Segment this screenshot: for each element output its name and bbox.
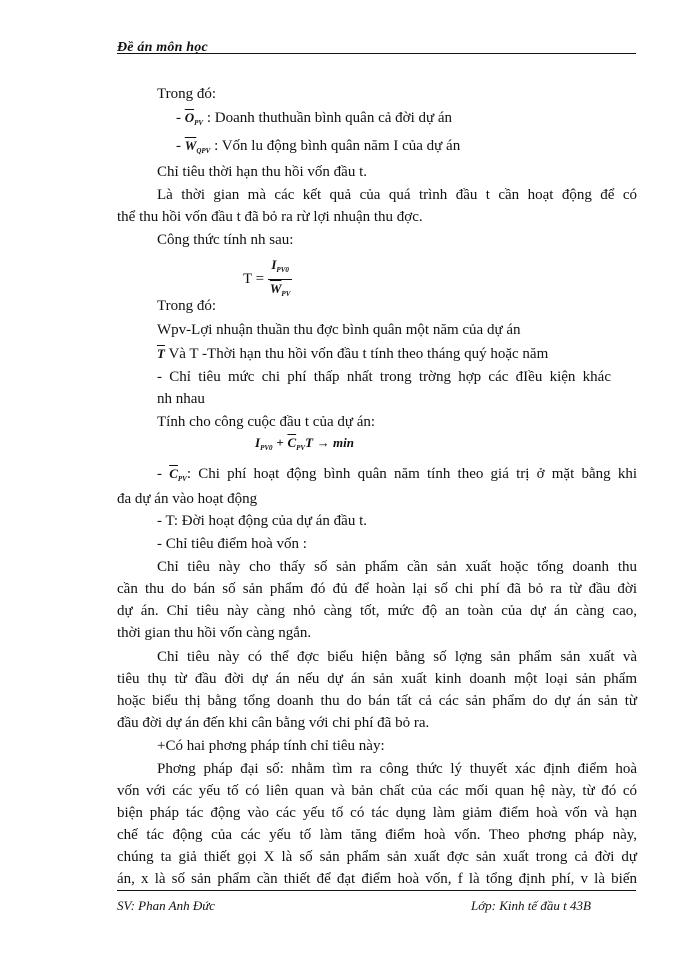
- paragraph-line: án, x là số sản phẩm cần thiết để đạt điểm hoà vốn, f là tổng định phí, v là biến: [117, 871, 637, 887]
- paragraph-line: Phơng pháp đại số: nhằm tìm ra công thức lý thuyết xác định điểm hoà: [157, 761, 637, 777]
- text-line: thể thu hồi vốn đầu t đã bỏ ra rừ lợi nhuận thu đợc.: [117, 209, 423, 225]
- text-line: nh nhau: [157, 391, 205, 407]
- paragraph-line: tiêu thụ từ đầu đời dự án nếu dự án sản xuất kinh doanh một loại sản phẩm: [117, 671, 637, 687]
- text-line: Trong đó:: [157, 86, 217, 102]
- pv-subscript: PV: [194, 119, 204, 127]
- definition-text: : Doanh thuthuần bình quân cả đời dự án: [206, 110, 453, 126]
- paragraph-line: biện pháp tác động vào các yếu tố có tác dụng làm giảm điểm hoà vốn và hạn: [117, 805, 637, 821]
- qpv-subscript: QPV: [196, 147, 211, 155]
- text-line: Tính cho công cuộc đầu t của dự án:: [157, 414, 376, 430]
- definition-text: : Vốn lu động bình quân năm I của dự án: [214, 138, 461, 154]
- text-line: - T: Đời hoạt động của dự án đầu t.: [157, 513, 367, 529]
- text-line: Trong đó:: [157, 298, 217, 314]
- text-line: Là thời gian mà các kết quả của quá trình đầu t cần hoạt động để có: [157, 187, 637, 203]
- dash: -: [176, 138, 181, 154]
- paragraph-line: hoặc biểu thị bằng tổng doanh thu do bán tất cả các sản phẩm do dự án sản từ: [117, 693, 637, 709]
- paragraph-line: cần thu do bán số sản phẩm đó đủ để hoàn lại số chi phí đã bỏ ra từ đầu đời: [117, 581, 637, 597]
- text-line: +Có hai phơng pháp tính chỉ tiêu này:: [157, 738, 385, 754]
- definition-text: Và T -Thời hạn thu hồi vốn đầu t tính theo tháng quý hoặc năm: [168, 346, 549, 362]
- c-bar-symbol: $\overline{C}$: [169, 466, 178, 481]
- paragraph-line: chúng ta giả thiết gọi X là số sản phẩm sản xuất đợc sản xuất trong cả đời dự: [117, 849, 637, 865]
- header-title: Đề án môn học: [117, 40, 208, 55]
- header-rule: [117, 53, 636, 54]
- text-line: - Chỉ tiêu điểm hoà vốn :: [157, 536, 307, 552]
- t-bar-symbol: $\overline{T}$: [157, 346, 165, 361]
- paragraph-line: Chỉ tiêu này có thể đợc biểu hiện bằng số lợng sản phẩm sản xuất và: [157, 649, 637, 665]
- fraction-numerator: $I_{PV0}$: [268, 256, 293, 280]
- dash: -: [176, 110, 181, 126]
- paragraph-line: vốn với các yếu tố có liên quan và bản chất của các mối quan hệ này, từ đó có: [117, 783, 637, 799]
- text-line: đa dự án vào hoạt động: [117, 491, 258, 507]
- text-line: Wpv-Lợi nhuận thuần thu đợc bình quân một năm của dự án: [157, 322, 521, 338]
- paragraph-line: chế tác động của các yếu tố làm tăng điểm hoà vốn. Theo phơng pháp này,: [117, 827, 637, 843]
- formula-lhs: T =: [243, 270, 265, 287]
- definition-line: [157, 345, 548, 363]
- text-line: - Chỉ tiêu mức chi phí thấp nhất trong trờng hợp các đIều kiện khác: [157, 369, 611, 385]
- formula-payback: [243, 256, 292, 303]
- definition-line: [176, 137, 460, 160]
- fraction: [268, 256, 293, 303]
- paragraph-line: Chỉ tiêu này cho thấy số sản phẩm cần sản xuất hoặc tổng doanh thu: [157, 559, 637, 575]
- footer-class: Lớp: Kinh tế đầu t 43B: [471, 898, 591, 913]
- paragraph-line: thời gian thu hồi vốn càng ngắn.: [117, 625, 312, 641]
- o-bar-symbol: $\overline{O}$: [184, 110, 195, 125]
- w-bar-symbol: $\overline{W}$: [184, 138, 197, 153]
- paragraph-line: đầu đời dự án đến khi cân bằng với chi phí đã bỏ ra.: [117, 715, 430, 731]
- dash: -: [157, 466, 162, 482]
- formula-min-cost: $I_{PV0} + \overline{C}_{PV}T \to \min$: [255, 435, 354, 452]
- paragraph-line: dự án. Chỉ tiêu này càng nhỏ càng tốt, mức độ an toàn của dự án càng cao,: [117, 603, 637, 619]
- definition-line: - $\overline{C}_{PV}$: Chi phí hoạt động bình quân năm tính theo giá trị ở mặt bằng khi: [157, 466, 637, 483]
- definition-line: [176, 109, 452, 132]
- footer-rule: [117, 890, 636, 891]
- definition-text: : Chi phí hoạt động bình quân năm tính theo giá trị ở mặt bằng khi: [186, 466, 637, 482]
- text-line: Công thức tính nh sau:: [157, 232, 294, 248]
- text-line: Chỉ tiêu thời hạn thu hồi vốn đầu t.: [157, 164, 367, 180]
- footer-student: SV: Phan Anh Đức: [117, 898, 216, 913]
- fraction-denominator: $\overline{W}_{PV}$: [269, 281, 291, 298]
